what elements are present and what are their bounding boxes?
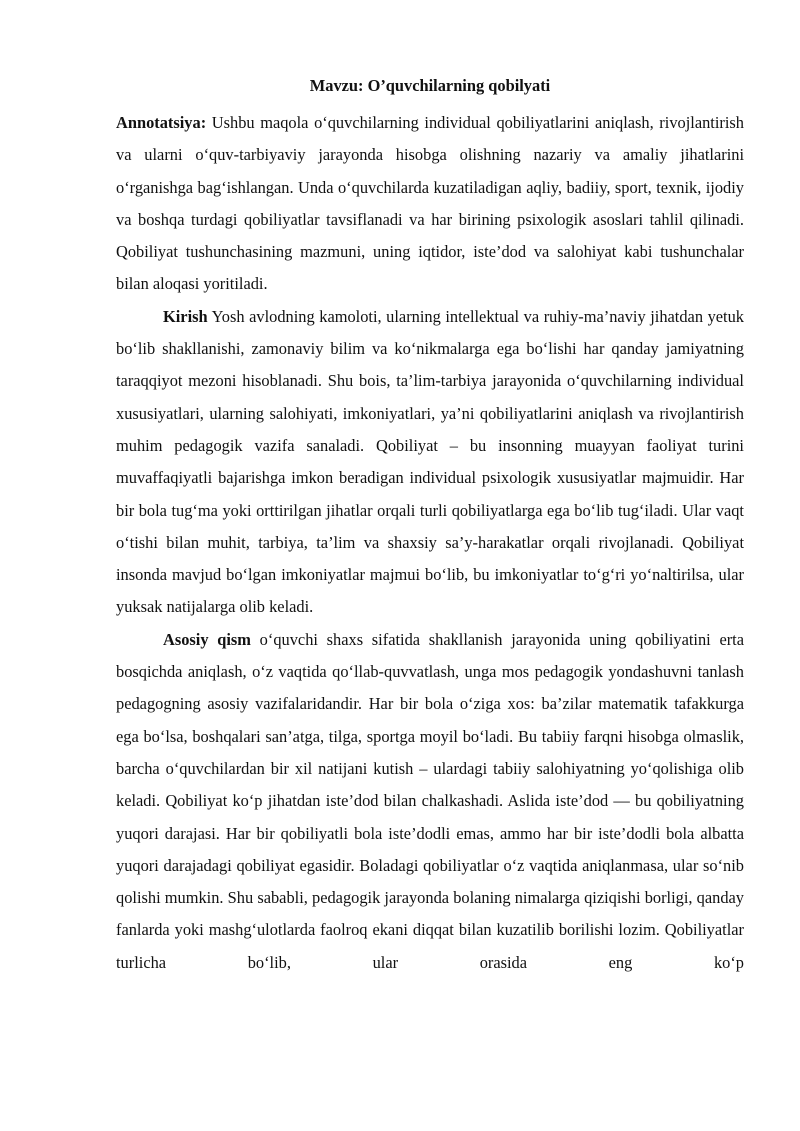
document-page	[116, 74, 744, 979]
main-part-text: o‘quvchi shaxs sifatida shakllanish jarayonida uning qobiliyatini erta bosqichda aniqlash, o‘z vaqtida qo‘llab-quvvatlash, unga mos pedagogik yondashuvni tanlash pedagogning asosiy vazifalaridandir. Har bir bola o‘ziga xos: ba’zilar matematik tafakkurga ega bo‘lsa, boshqalari san’atga, tilga, sportga moyil bo‘ladi. Bu tabiiy farqni hisobga olmaslik, barcha o‘quvchilardan bir xil natijani kutish – ulardagi tabiiy salohiyatning yo‘qolishiga olib keladi. Qobiliyat ko‘p jihatdan iste’dod bilan chalkashadi. Aslida iste’dod — bu qobiliyatning yuqori darajasi. Har bir qobiliyatli bola iste’dodli emas, ammo har bir iste’dodli bola albatta yuqori darajadagi qobiliyat egasidir. Boladagi qobiliyatlar o‘z vaqtida aniqlanmasa, ular so‘nib qolishi mumkin. Shu sababli, pedagogik jarayonda bolaning nimalarga qiziqishi borligi, qanday fanlarda yoki mashg‘ulotlarda faolroq ekani diqqat bilan kuzatilib borilishi lozim. Qobiliyatlar turlicha bo‘lib, ular orasida eng ko‘p	[116, 629, 745, 972]
annotation-label: Annotatsiya:	[116, 113, 207, 132]
document-title: Mavzu: O’quvchilarning qobilyati	[309, 76, 551, 95]
introduction-paragraph	[116, 301, 744, 624]
annotation-paragraph	[116, 107, 744, 301]
introduction-text: Yosh avlodning kamoloti, ularning intellektual va ruhiy-ma’naviy jihatdan yetuk bo‘lib shakllanishi, zamonaviy bilim va ko‘nikmalarga ega bo‘lishi har qanday jamiyatning taraqqiyot mezoni hisoblanadi. Shu bois, ta’lim-tarbiya jarayonida o‘quvchilarning individual xususiyatlari, ularning salohiyati, imkoniyatlari, ya’ni qobiliyatlarini aniqlash va rivojlantirish muhim pedagogik vazifa sanaladi. Qobiliyat – bu insonning muayyan faoliyat turini muvaffaqiyatli bajarishga imkon beradigan individual psixologik xususiyatlar majmuidir. Har bir bola tug‘ma yoki orttirilgan jihatlar orqali turli qobiliyatlarga ega bo‘lib tug‘iladi. Ular vaqt o‘tishi bilan muhit, tarbiya, ta’lim va shaxsiy sa’y-harakatlar orqali rivojlanadi. Qobiliyat insonda mavjud bo‘lgan imkoniyatlar majmui bo‘lib, bu imkoniyatlar to‘g‘ri yo‘naltirilsa, ular yuksak natijalarga olib keladi.	[116, 306, 744, 617]
main-part-paragraph	[116, 624, 744, 979]
introduction-label: Kirish	[163, 306, 208, 326]
main-part-label: Asosiy qism	[163, 629, 251, 649]
annotation-text: Ushbu maqola o‘quvchilarning individual qobiliyatlarini aniqlash, rivojlantirish va ularni o‘quv-tarbiyaviy jarayonda hisobga olishning nazariy va amaliy jihatlarini o‘rganishga bag‘ishlangan. Unda o‘quvchilarda kuzatiladigan aqliy, badiiy, sport, texnik, ijodiy va boshqa turdagi qobiliyatlar tavsiflanadi va har birining psixologik asoslari tahlil qilinadi. Qobiliyat tushunchasining mazmuni, uning iqtidor, iste’dod va salohiyat kabi tushunchalar bilan aloqasi yoritiladi.	[116, 113, 744, 294]
